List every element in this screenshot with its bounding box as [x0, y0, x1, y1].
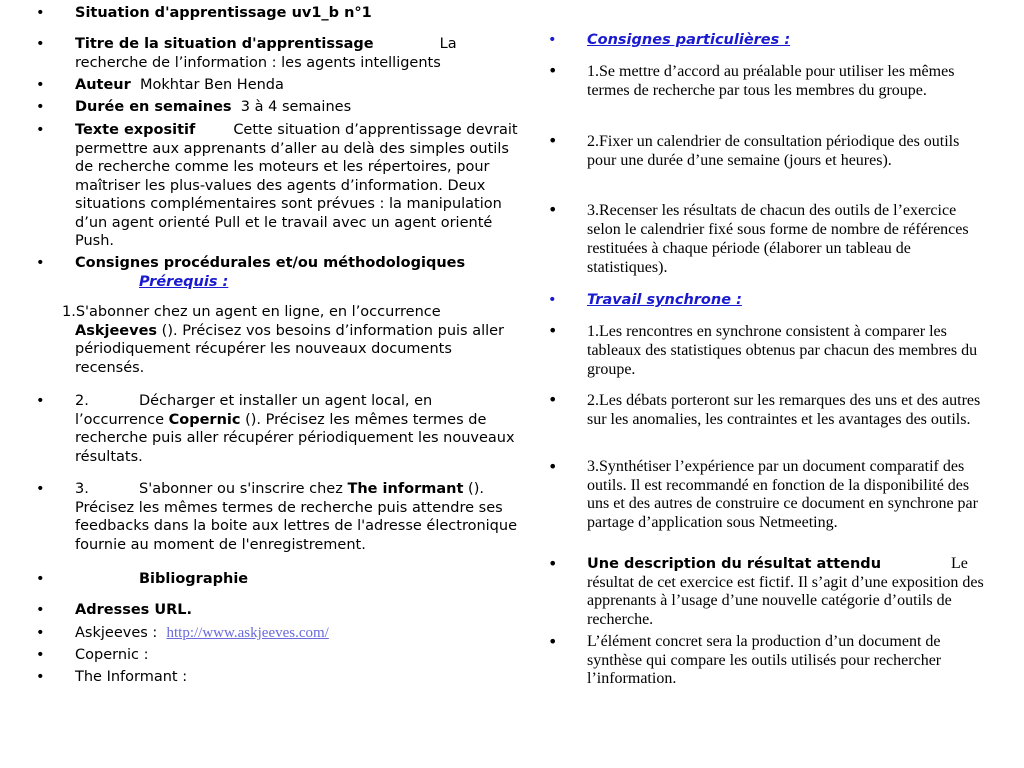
bullet: • [36, 481, 45, 497]
list-item [0, 555, 990, 630]
bullet: • [36, 571, 45, 587]
bibliographie-heading: Bibliographie [139, 571, 249, 587]
askjeeves-bold: Askjeeves [75, 322, 158, 339]
situation-title [75, 4, 525, 23]
list-item [0, 98, 525, 117]
list-item [0, 322, 990, 379]
p1-rest: (). Précisez vos besoins d’information puis aller périodiquement récupérer les nouveaux documents recensés. [75, 322, 505, 376]
synchrone-1: 1.Les rencontres en synchrone consistent à comparer les tableaux des statistiques obtenus par chacun des membres du groupe. [587, 323, 978, 378]
list-item [0, 4, 525, 23]
bullet: • [36, 99, 45, 115]
description-2: résultat de cet exercice est fictif. Il s’agit d’une exposition des apprenants à l’usage d’une nouvelle catégorie d’outils de recherche. [587, 573, 984, 629]
bullet: • [548, 554, 558, 573]
bullet: • [36, 625, 45, 641]
travail-synchrone-heading: Travail synchrone : [587, 292, 742, 308]
adresses-heading: Adresses URL. [75, 602, 193, 618]
p3-rest: Précisez les mêmes termes de recherche puis attendre ses feedbacks dans la boite aux lettres de l'adresse électronique fournie au moment de l'enregistrement. [75, 499, 517, 553]
p3-num: 3. [75, 481, 89, 497]
consignes-particulieres-heading: Consignes particulières : [587, 32, 791, 48]
list-item [0, 201, 990, 277]
list-item [0, 62, 990, 100]
texte-label: Texte expositif [75, 122, 196, 138]
synchrone-2: 2.Les débats porteront sur les remarques des uns et des autres sur les anomalies, les contraintes et les avantages des outils. [587, 392, 981, 428]
list-item [0, 633, 990, 689]
consigne-1: 1.Se mettre d’accord au préalable pour utiliser les mêmes termes de recherche par tous les membres du groupe. [587, 63, 955, 99]
bullet: • [36, 647, 45, 663]
list-item [0, 391, 990, 429]
p2-rest: (). Précisez les mêmes termes de recherche puis aller récupérer périodiquement les nouveaux résultats. [75, 411, 515, 465]
duree-label: Durée en semaines [75, 99, 232, 115]
bullet: • [36, 77, 45, 93]
copernic-bold: Copernic [168, 411, 241, 428]
prerequis-heading: Prérequis : [139, 273, 229, 290]
consignes-label: Consignes procédurales et/ou méthodologiques [75, 255, 466, 271]
duree-text [75, 98, 525, 117]
bullet: • [548, 321, 558, 340]
bullet: • [548, 131, 558, 150]
synchrone-3: 3.Synthétiser l’expérience par un document comparatif des outils. Il est recommandé en fonction de la disponibilité des uns et des autres de construire ce document en synchrone par partage d’application sous Netmeeting. [587, 458, 978, 532]
list-item [0, 458, 990, 533]
p2-first: Décharger et installer un agent local, en [139, 393, 433, 409]
texte-rest: devrait permettre aux apprenants d’aller au delà des simples outils de recherche comme les moteurs et les répertoires, pour maîtriser les plus-values des agents d’information. Deux situations complémentaires sont prévues : la manipulation d’un agent orienté Pull et le travail avec un agent orienté Push. [75, 122, 518, 249]
bullet: • [36, 669, 45, 685]
texte-line-1: Cette situation d’apprentissage [233, 122, 462, 138]
p1-first-line: 1.S'abonner chez un agent en ligne, en l’occurrence [62, 304, 441, 320]
p2-pre: l’occurrence [75, 411, 169, 428]
bullet: • [36, 602, 45, 618]
element-concret: L’élément concret sera la production d’un document de synthèse qui compare les outils utilisés pour rechercher l’information. [587, 633, 942, 688]
bullet: • [36, 393, 45, 409]
copernic-line: Copernic : [75, 647, 149, 663]
consigne-3: 3.Recenser les résultats de chacun des outils de l’exercice selon le calendrier fixé sous forme de nombre de références restituées à chaque période (élaborer un tableau de statistiques). [587, 202, 969, 276]
bullet: • [548, 292, 557, 308]
bullet: • [548, 457, 558, 476]
informant-bold: The informant [347, 481, 464, 497]
duree-value: 3 à 4 semaines [240, 99, 352, 115]
bullet: • [36, 122, 45, 138]
list-item [0, 291, 1024, 310]
titre-value-1: La [439, 36, 457, 52]
p3-pre: S'abonner ou s'inscrire chez [139, 481, 348, 497]
bullet: • [548, 61, 558, 80]
informant-line: The Informant : [75, 669, 188, 685]
bullet: • [548, 632, 558, 651]
askjeeves-label: Askjeeves : [75, 625, 158, 641]
bullet: • [36, 255, 45, 271]
bullet: • [548, 390, 558, 409]
description-1: Le [951, 555, 968, 572]
askjeeves-link[interactable]: http://www.askjeeves.com/ [166, 625, 329, 641]
description-label: Une description du résultat attendu [587, 556, 882, 572]
auteur-label: Auteur [75, 77, 131, 93]
p3-a-rest: (). [463, 481, 484, 497]
p2-num: 2. [75, 393, 89, 409]
list-item [0, 31, 1024, 50]
bullet: • [548, 32, 557, 48]
situation-label: Situation d'apprentissage uv1_b n°1 [75, 5, 372, 21]
bullet: • [36, 5, 45, 21]
titre-label: Titre de la situation d'apprentissage [75, 36, 374, 52]
bullet: • [36, 36, 45, 52]
consigne-2: 2.Fixer un calendrier de consultation périodique des outils pour une durée d’une semaine (jours et heures). [587, 133, 960, 169]
list-item [0, 132, 990, 170]
bullet: • [548, 200, 558, 219]
description-text [587, 555, 990, 630]
auteur-value: Mokhtar Ben Henda [140, 77, 284, 93]
titre-value-2: recherche de l’information : les agents intelligents [75, 54, 441, 71]
